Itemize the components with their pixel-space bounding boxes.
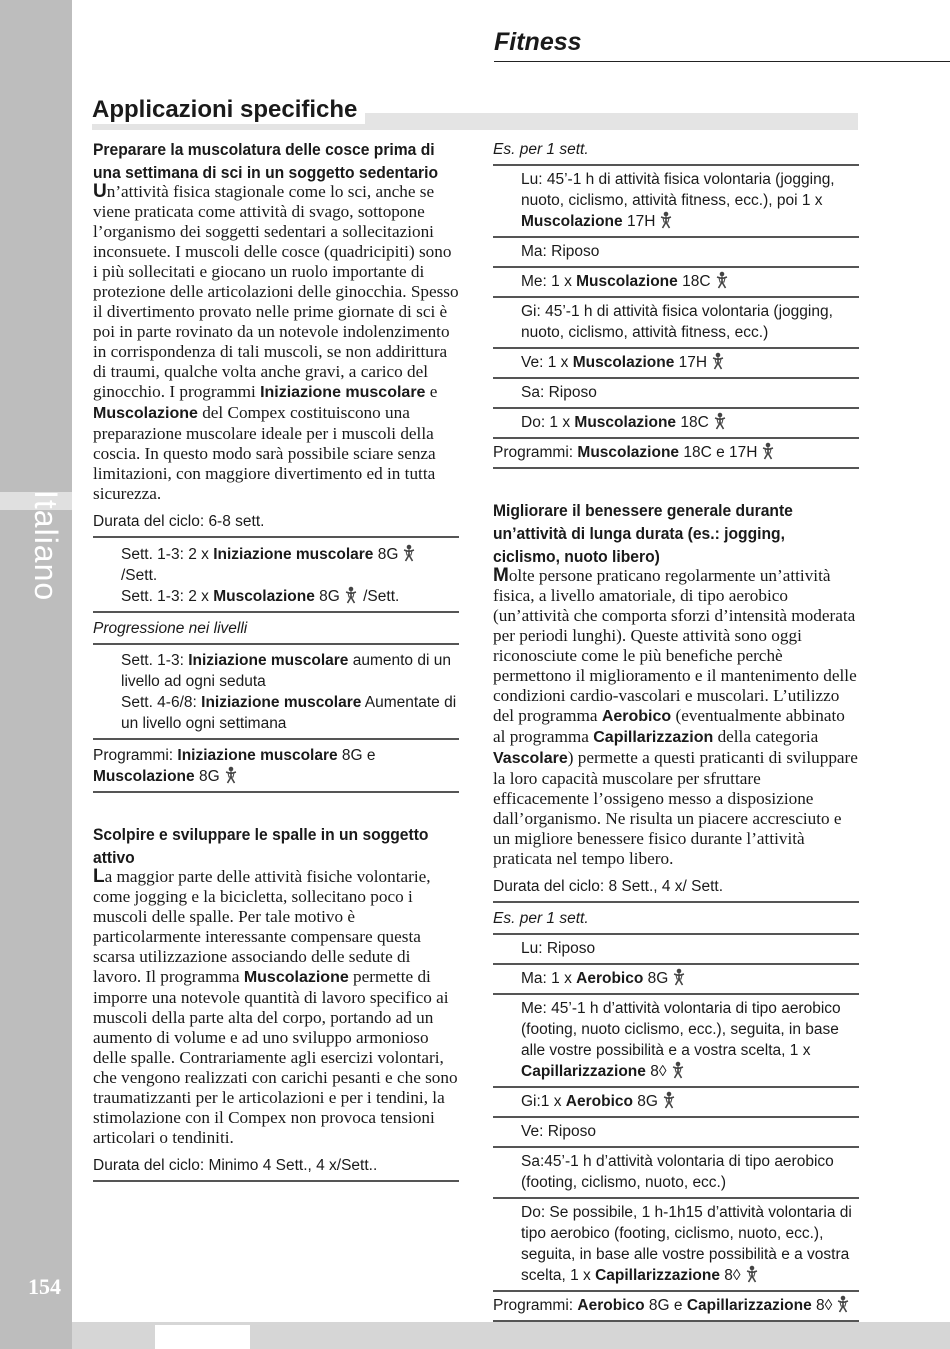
program-name: Muscolazione xyxy=(243,969,349,986)
paragraph-shoulders: La maggior parte delle attività fisiche volontarie, come jogging e la bicicletta, sollecitano poco i muscoli delle spalle. Per tale motivo è particolarmente interessante compensare questa scarsa utilizzazione associando delle sedute di lavoro. Il programma Muscolazione permette di imporre una notevole quantità di lavoro specifico ai muscoli della parte alta del corpo, portando ad un aumento di volume e ad uno sviluppo armonioso delle spalle. Contrariamente agli esercizi volontari, che vengono realizzati con carichi pesanti e che sono traumatizzanti per le articolazioni e per i tendini, la stimolazione con il Compex non provoca tensioni articolari o tendiniti. xyxy=(93,866,458,1147)
schedule-block: Sett. 1-3: 2 x Iniziazione muscolare 8G /Sett. Sett. 1-3: 2 x Muscolazione 8G /Sett. xyxy=(93,538,459,613)
cycle-duration: Durata del ciclo: 8 Sett., 4 x/ Sett. xyxy=(493,873,859,903)
standing-person-icon xyxy=(835,1295,851,1313)
right-column xyxy=(493,136,859,1322)
day-sat: Sa:45’-1 h d’attività volontaria di tipo aerobico (footing, ciclismo, nuoto, ecc.) xyxy=(493,1148,859,1199)
left-column xyxy=(93,138,459,1182)
programs-line: Programmi: Aerobico 8G e Capillarizzazione 8◊ xyxy=(493,1292,859,1322)
page-title: Applicazioni specifiche xyxy=(92,96,365,124)
standing-person-icon xyxy=(744,1265,760,1283)
standing-person-icon xyxy=(714,271,730,289)
standing-person-icon xyxy=(401,544,417,562)
dropcap: L xyxy=(93,866,105,887)
standing-person-icon xyxy=(671,968,687,986)
day-wed: Me: 1 x Muscolazione 18C xyxy=(493,268,859,298)
progression-label: Progressione nei livelli xyxy=(93,613,459,645)
program-name: Vascolare xyxy=(493,750,568,767)
program-name: Muscolazione xyxy=(93,405,198,422)
section-header xyxy=(494,28,950,62)
page-number: 154 xyxy=(28,1274,61,1299)
progression-block: Sett. 1-3: Iniziazione muscolare aumento di un livello ad ogni seduta Sett. 4-6/8: Iniziazione muscolare Aumentate di un livello ogni settimana xyxy=(93,645,459,740)
cycle-duration: Durata del ciclo: Minimo 4 Sett., 4 x/Sett.. xyxy=(93,1152,459,1182)
standing-person-icon xyxy=(712,412,728,430)
standing-person-icon xyxy=(223,766,239,784)
dropcap: U xyxy=(93,181,107,202)
day-mon: Lu: 45’-1 h di attività fisica volontaria (jogging, nuoto, ciclismo, attività fitness, ecc.), poi 1 x Muscolazione 17H xyxy=(493,166,859,238)
program-name: Capillarizzazion xyxy=(593,729,714,746)
day-thu: Gi: 45’-1 h di attività fisica volontaria (jogging, nuoto, ciclismo, attività fitness, ecc.) xyxy=(493,298,859,349)
standing-person-icon xyxy=(670,1061,686,1079)
example-label: Es. per 1 sett. xyxy=(493,903,859,935)
paragraph-wellbeing: Molte persone praticano regolarmente un’attività fisica, a livello amatoriale, di tipo aerobico (un’attività che comporta sforzi d’intensità moderata per periodi lunghi). Queste attività sono oggi riconosciute come le più benefiche perchè permettono il miglioramento e il mantenimento delle condizioni cardio-vascolari e muscolari. L’utilizzo del programma Aerobico (eventualmente abbinato al programma Capillarizzazion della categoria Vascolare) permette a questi praticanti di sviluppare la loro capacità muscolare per sfruttare efficacemente l’ossigeno messo a disposizione dall’organismo. Ne risulta un piacere accresciuto e un migliore benessere fisico durante l’attività praticata nel tempo libero. xyxy=(493,565,858,868)
section-heading-thighs: Preparare la muscolatura delle cosce prima di una settimana di sci in un soggetto sedentario xyxy=(93,140,439,182)
language-label: Italiano xyxy=(28,490,64,602)
day-thu: Gi:1 x Aerobico 8G xyxy=(493,1088,859,1118)
day-tue: Ma: 1 x Aerobico 8G xyxy=(493,965,859,995)
standing-person-icon xyxy=(658,211,674,229)
day-sun: Do: Se possibile, 1 h-1h15 d’attività volontaria di tipo aerobico (footing, ciclismo, nuoto, ecc.), seguita, in base alle vostre possibilità e a vostra scelta, 1 x Capillarizzazione 8◊ xyxy=(493,1199,859,1292)
standing-person-icon xyxy=(661,1091,677,1109)
program-name: Iniziazione muscolare xyxy=(260,384,426,401)
section-title: Fitness xyxy=(494,28,582,56)
example-label: Es. per 1 sett. xyxy=(493,136,859,166)
language-sidebar xyxy=(0,0,72,1349)
dropcap: M xyxy=(493,565,509,586)
day-wed: Me: 45’-1 h d’attività volontaria di tipo aerobico (footing, nuoto ciclismo, ecc.), seguita, in base alle vostre possibilità e a vostra scelta, 1 x Capillarizzazione 8◊ xyxy=(493,995,859,1088)
standing-person-icon xyxy=(710,352,726,370)
paragraph-thighs: Un’attività fisica stagionale come lo sci, anche se viene praticata come attività di svago, sottopone l’organismo dei soggetti sedentari a sollecitazioni inconsuete. I muscoli delle cosce (quadricipiti) sono i più sollecitati e giocano un ruolo importante di protezione delle articolazioni delle ginocchia. Spesso il divertimento provato nelle prime giornate di sci è poi in parte rovinato da un notevole indolenzimento in corrispondenza di tali muscoli, se non addirittura di traumi, qualche volta anche gravi, a carico del ginocchio. I programmi Iniziazione muscolare e Muscolazione del Compex costituiscono una preparazione muscolare ideale per i muscoli della coscia. In questo modo sarà possibile sciare senza limitazioni, con maggiore divertimento ed in tutta sicurezza. xyxy=(93,181,459,503)
day-fri: Ve: Riposo xyxy=(493,1118,859,1148)
day-sat: Sa: Riposo xyxy=(493,379,859,409)
cycle-duration: Durata del ciclo: 6-8 sett. xyxy=(93,508,459,538)
standing-person-icon xyxy=(760,442,776,460)
section-heading-shoulders: Scolpire e sviluppare le spalle in un soggetto attivo xyxy=(93,825,429,867)
standing-person-icon xyxy=(343,586,359,604)
bottom-strip xyxy=(72,1322,950,1349)
day-tue: Ma: Riposo xyxy=(493,238,859,268)
program-name: Aerobico xyxy=(601,708,672,725)
programs-line: Programmi: Muscolazione 18C e 17H xyxy=(493,439,859,469)
day-fri: Ve: 1 x Muscolazione 17H xyxy=(493,349,859,379)
day-mon: Lu: Riposo xyxy=(493,935,859,965)
day-sun: Do: 1 x Muscolazione 18C xyxy=(493,409,859,439)
programs-line: Programmi: Iniziazione muscolare 8G e Muscolazione 8G xyxy=(93,740,459,793)
section-heading-wellbeing: Migliorare il benessere generale durante un’attività di lunga durata (es.: jogging, ciclismo, nuoto libero) xyxy=(493,501,793,566)
